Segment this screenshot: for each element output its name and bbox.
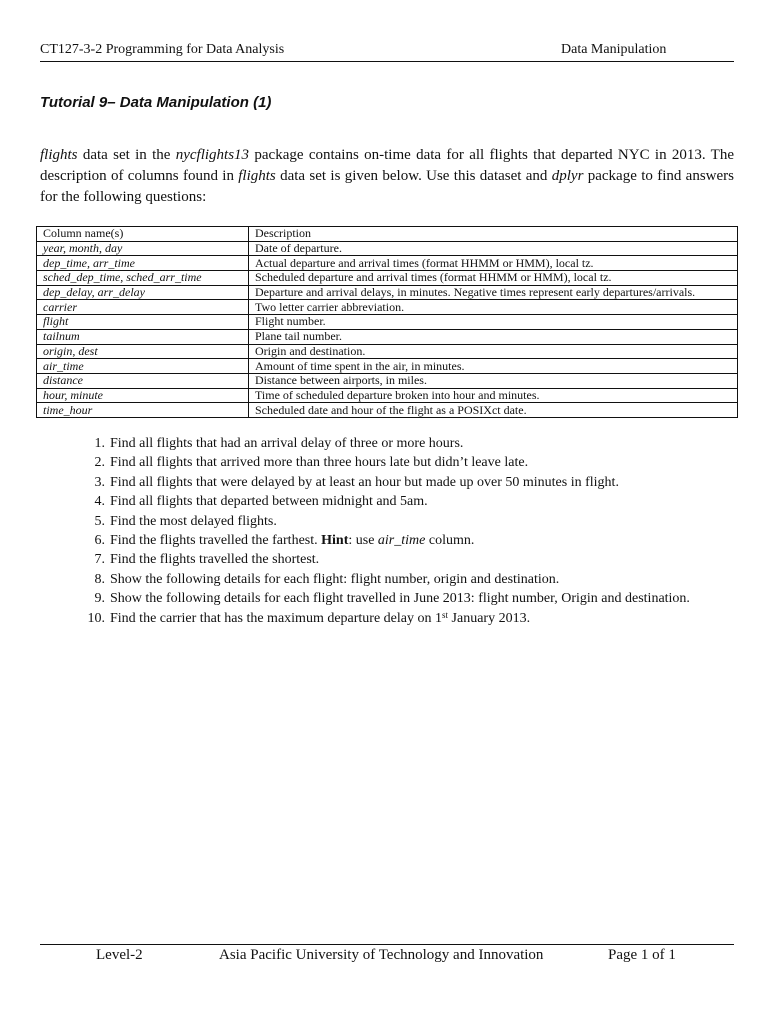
- question-number: 5.: [94, 513, 105, 529]
- table-row: [37, 403, 738, 418]
- column-reference: air_time: [377, 533, 426, 549]
- question-number: 9.: [94, 591, 105, 607]
- column-description-cell: Scheduled date and hour of the flight as a POSIXct date.: [249, 403, 738, 418]
- question-item: [0, 434, 734, 453]
- question-text: Find the most delayed flights.: [110, 513, 277, 529]
- question-text: Find all flights that were delayed by at least an hour but made up over 50 minutes in flight.: [110, 474, 619, 490]
- column-name-cell: hour, minute: [37, 388, 249, 403]
- question-number: 2.: [94, 455, 105, 471]
- question-number: 1.: [94, 436, 105, 451]
- question-item: [0, 589, 734, 608]
- question-text: Find all flights that had an arrival delay of three or more hours.: [110, 436, 464, 451]
- intro-paragraph: [40, 145, 734, 208]
- column-description-cell: Departure and arrival delays, in minutes. Negative times represent early departures/arrivals.: [249, 285, 738, 300]
- question-text: : use: [348, 533, 378, 549]
- table-row: [37, 344, 738, 359]
- intro-text: package to find answers for the following questions:: [40, 168, 735, 205]
- table-header-row: [37, 227, 738, 242]
- table-row: [37, 373, 738, 388]
- course-code: CT127-3-2 Programming for Data Analysis: [40, 42, 285, 57]
- column-description-cell: Two letter carrier abbreviation.: [249, 300, 738, 315]
- question-number: 4.: [94, 494, 105, 510]
- question-item: [0, 492, 734, 511]
- question-item: [0, 453, 734, 472]
- intro-dataset-name: flights: [40, 147, 78, 163]
- table-row: [37, 271, 738, 286]
- question-text: Find all flights that arrived more than three hours late but didn’t leave late.: [110, 455, 529, 471]
- question-number: 8.: [94, 571, 105, 587]
- column-name-cell: tailnum: [37, 329, 249, 344]
- question-text: Find the carrier that has the maximum departure delay on 1: [110, 610, 443, 626]
- ordinal-suffix: st: [442, 609, 449, 620]
- question-item: [0, 473, 734, 492]
- column-name-cell: carrier: [37, 300, 249, 315]
- table-row: [37, 300, 738, 315]
- intro-text: package contains on-time data for all flights that departed NYC in 2013. The description of columns found in: [40, 147, 734, 184]
- table-row: [37, 329, 738, 344]
- question-text: Find the flights travelled the farthest.: [110, 533, 322, 549]
- table-row: [37, 359, 738, 374]
- column-description-cell: Date of departure.: [249, 241, 738, 256]
- question-number: 6.: [94, 533, 105, 549]
- question-text: Find all flights that departed between midnight and 5am.: [110, 494, 428, 510]
- question-item: [0, 531, 734, 550]
- question-item: [0, 609, 734, 628]
- column-name-cell: distance: [37, 373, 249, 388]
- header-topic: Data Manipulation: [561, 42, 667, 57]
- column-description-cell: Actual departure and arrival times (format HHMM or HMM), local tz.: [249, 256, 738, 271]
- column-description-cell: Origin and destination.: [249, 344, 738, 359]
- footer-university: Asia Pacific University of Technology and Innovation: [219, 947, 544, 963]
- intro-text: data set is given below. Use this dataset and: [275, 168, 552, 184]
- footer-level: Level-2: [96, 947, 143, 963]
- column-description-cell: Time of scheduled departure broken into hour and minutes.: [249, 388, 738, 403]
- columns-table: [36, 226, 738, 418]
- column-name-cell: origin, dest: [37, 344, 249, 359]
- table-row: [37, 285, 738, 300]
- column-name-cell: time_hour: [37, 403, 249, 418]
- question-number: 3.: [94, 474, 105, 490]
- intro-dataset-name: flights: [238, 168, 276, 184]
- question-text: column.: [425, 533, 475, 549]
- question-number: 7.: [94, 552, 105, 568]
- column-description-cell: Flight number.: [249, 315, 738, 330]
- table-header-cell: Column name(s): [37, 227, 249, 242]
- question-text: Show the following details for each flight: flight number, origin and destination.: [110, 571, 560, 587]
- column-name-cell: air_time: [37, 359, 249, 374]
- column-description-cell: Plane tail number.: [249, 329, 738, 344]
- column-name-cell: dep_delay, arr_delay: [37, 285, 249, 300]
- table-row: [37, 388, 738, 403]
- footer-page-number: Page 1 of 1: [608, 947, 676, 963]
- column-description-cell: Scheduled departure and arrival times (format HHMM or HMM), local tz.: [249, 271, 738, 286]
- column-name-cell: year, month, day: [37, 241, 249, 256]
- column-name-cell: dep_time, arr_time: [37, 256, 249, 271]
- question-item: [0, 550, 734, 569]
- intro-package-name: nycflights13: [175, 147, 250, 163]
- table-row: [37, 241, 738, 256]
- tutorial-title: Tutorial 9– Data Manipulation (1): [40, 94, 272, 111]
- table-row: [37, 256, 738, 271]
- column-name-cell: flight: [37, 315, 249, 330]
- question-list: [0, 434, 734, 628]
- question-text: Find the flights travelled the shortest.: [110, 552, 320, 568]
- column-description-cell: Distance between airports, in miles.: [249, 373, 738, 388]
- question-number: 10.: [87, 610, 105, 626]
- question-text: January 2013.: [448, 610, 531, 626]
- table-row: [37, 315, 738, 330]
- hint-label: Hint: [321, 533, 349, 549]
- column-name-cell: sched_dep_time, sched_arr_time: [37, 271, 249, 286]
- question-item: [0, 570, 734, 589]
- table-header-cell: Description: [249, 227, 738, 242]
- footer-divider: [40, 944, 734, 945]
- page-header: [40, 42, 734, 62]
- question-item: [0, 512, 734, 531]
- question-text: Show the following details for each flight travelled in June 2013: flight number, Origin and destination.: [110, 591, 690, 607]
- intro-package-name: dplyr: [551, 168, 584, 184]
- intro-text: data set in the: [77, 147, 176, 163]
- column-description-cell: Amount of time spent in the air, in minutes.: [249, 359, 738, 374]
